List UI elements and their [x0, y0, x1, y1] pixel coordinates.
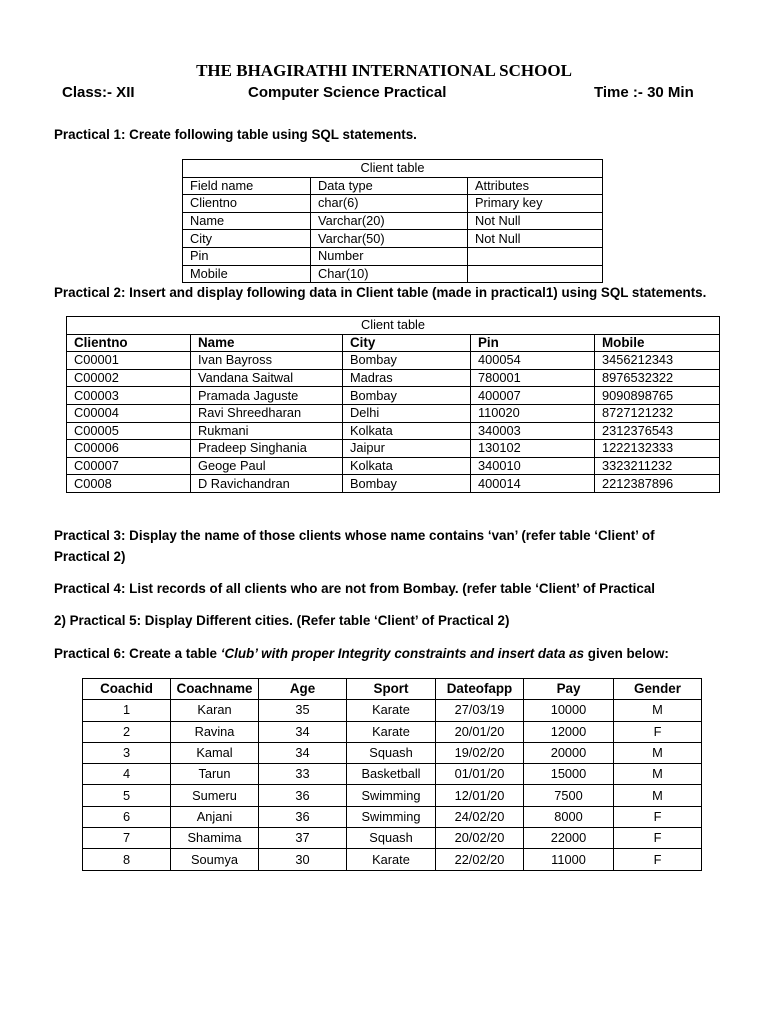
table-row: [83, 700, 702, 721]
table-row: [67, 369, 720, 387]
cell: Squash: [347, 828, 436, 849]
cell: 3323211232: [595, 457, 720, 475]
cell: 6: [83, 806, 171, 827]
cell: 15000: [524, 764, 614, 785]
cell: C00002: [67, 369, 191, 387]
cell: 01/01/20: [436, 764, 524, 785]
table-row: [67, 387, 720, 405]
table-row: [67, 352, 720, 370]
cell: Clientno: [183, 195, 311, 213]
club-table: [82, 678, 702, 871]
cell: Varchar(50): [311, 230, 468, 248]
cell: 36: [259, 806, 347, 827]
cell: 3: [83, 742, 171, 763]
cell: 27/03/19: [436, 700, 524, 721]
cell: M: [614, 764, 702, 785]
cell: 2312376543: [595, 422, 720, 440]
cell: 3456212343: [595, 352, 720, 370]
cell: Soumya: [171, 849, 259, 870]
cell: 20/02/20: [436, 828, 524, 849]
cell: 8976532322: [595, 369, 720, 387]
table-row: [83, 785, 702, 806]
column-header: Coachname: [171, 679, 259, 700]
cell: Pradeep Singhania: [191, 440, 343, 458]
school-name: THE BHAGIRATHI INTERNATIONAL SCHOOL: [196, 61, 572, 80]
column-header: Gender: [614, 679, 702, 700]
cell: 20/01/20: [436, 721, 524, 742]
table-caption: Client table: [183, 160, 603, 178]
cell: 20000: [524, 742, 614, 763]
cell: 2: [83, 721, 171, 742]
cell: Karate: [347, 849, 436, 870]
cell: 9090898765: [595, 387, 720, 405]
cell: Data type: [311, 177, 468, 195]
cell: F: [614, 828, 702, 849]
cell: Vandana Saitwal: [191, 369, 343, 387]
cell: Kolkata: [343, 422, 471, 440]
table-row: [67, 475, 720, 493]
cell: 35: [259, 700, 347, 721]
table-row: [83, 764, 702, 785]
cell: 8: [83, 849, 171, 870]
cell: Bombay: [343, 352, 471, 370]
cell: Sumeru: [171, 785, 259, 806]
cell: Mobile: [183, 265, 311, 283]
cell: Char(10): [311, 265, 468, 283]
cell: City: [183, 230, 311, 248]
cell: Karate: [347, 700, 436, 721]
cell: Not Null: [468, 230, 603, 248]
cell: 1222132333: [595, 440, 720, 458]
cell: Ravi Shreedharan: [191, 404, 343, 422]
cell: Tarun: [171, 764, 259, 785]
table-caption: Client table: [67, 317, 720, 335]
cell: M: [614, 700, 702, 721]
cell: Madras: [343, 369, 471, 387]
cell: M: [614, 785, 702, 806]
column-header: Coachid: [83, 679, 171, 700]
cell: 11000: [524, 849, 614, 870]
cell: 130102: [471, 440, 595, 458]
table-row: [67, 457, 720, 475]
cell: 22000: [524, 828, 614, 849]
cell: Basketball: [347, 764, 436, 785]
cell: Rukmani: [191, 422, 343, 440]
cell: Number: [311, 247, 468, 265]
cell: Pin: [183, 247, 311, 265]
table-row: [67, 404, 720, 422]
cell: 34: [259, 721, 347, 742]
cell: char(6): [311, 195, 468, 213]
cell: Ivan Bayross: [191, 352, 343, 370]
cell: Primary key: [468, 195, 603, 213]
cell: C00003: [67, 387, 191, 405]
cell: Geoge Paul: [191, 457, 343, 475]
column-header: Pay: [524, 679, 614, 700]
client-structure-table: [182, 159, 603, 283]
table-row: [183, 265, 603, 283]
cell: Karate: [347, 721, 436, 742]
table-row: [83, 849, 702, 870]
cell: [468, 265, 603, 283]
column-header: Sport: [347, 679, 436, 700]
table-row: [183, 177, 603, 195]
cell: [468, 247, 603, 265]
cell: 10000: [524, 700, 614, 721]
time-label: Time :- 30 Min: [594, 84, 694, 101]
practical-6-part-3: given below:: [584, 646, 669, 661]
cell: Pramada Jaguste: [191, 387, 343, 405]
cell: 400014: [471, 475, 595, 493]
cell: 400007: [471, 387, 595, 405]
table-row: [83, 828, 702, 849]
table-row: [183, 247, 603, 265]
cell: 34: [259, 742, 347, 763]
cell: 36: [259, 785, 347, 806]
table-row: [183, 230, 603, 248]
table-row: [67, 422, 720, 440]
cell: 400054: [471, 352, 595, 370]
cell: F: [614, 806, 702, 827]
cell: 4: [83, 764, 171, 785]
table-row: [83, 721, 702, 742]
cell: C00005: [67, 422, 191, 440]
cell: F: [614, 849, 702, 870]
cell: Bombay: [343, 387, 471, 405]
table-row: [83, 742, 702, 763]
cell: Karan: [171, 700, 259, 721]
cell: 12000: [524, 721, 614, 742]
practical-6-part-1: Practical 6: Create a table: [54, 646, 221, 661]
cell: 24/02/20: [436, 806, 524, 827]
cell: 340003: [471, 422, 595, 440]
cell: Name: [183, 212, 311, 230]
cell: 22/02/20: [436, 849, 524, 870]
cell: Ravina: [171, 721, 259, 742]
cell: C00004: [67, 404, 191, 422]
cell: Shamima: [171, 828, 259, 849]
table-row: [83, 806, 702, 827]
cell: 19/02/20: [436, 742, 524, 763]
cell: 7500: [524, 785, 614, 806]
column-header: Dateofapp: [436, 679, 524, 700]
cell: Field name: [183, 177, 311, 195]
cell: 37: [259, 828, 347, 849]
cell: C00007: [67, 457, 191, 475]
cell: C00001: [67, 352, 191, 370]
cell: Squash: [347, 742, 436, 763]
practical-6-part-2: ‘Club’ with proper Integrity constraints and insert data as: [220, 646, 585, 661]
cell: Kolkata: [343, 457, 471, 475]
column-header: Clientno: [67, 334, 191, 352]
cell: 5: [83, 785, 171, 806]
practical-6-text: [54, 646, 669, 661]
cell: Jaipur: [343, 440, 471, 458]
cell: 33: [259, 764, 347, 785]
column-header: Mobile: [595, 334, 720, 352]
column-header: Age: [259, 679, 347, 700]
cell: Anjani: [171, 806, 259, 827]
table-row: [183, 212, 603, 230]
cell: M: [614, 742, 702, 763]
subject-label: Computer Science Practical: [248, 84, 447, 101]
practical-1-text: Practical 1: Create following table using SQL statements.: [54, 127, 417, 142]
cell: 12/01/20: [436, 785, 524, 806]
column-header: Pin: [471, 334, 595, 352]
practical-3-line-1: Practical 3: Display the name of those clients whose name contains ‘van’ (refer table ‘Client’ of: [54, 528, 655, 543]
cell: Bombay: [343, 475, 471, 493]
cell: Attributes: [468, 177, 603, 195]
practical-5-text: 2) Practical 5: Display Different cities. (Refer table ‘Client’ of Practical 2): [54, 613, 510, 628]
cell: F: [614, 721, 702, 742]
cell: Not Null: [468, 212, 603, 230]
cell: Swimming: [347, 806, 436, 827]
cell: 8000: [524, 806, 614, 827]
table-row: [183, 195, 603, 213]
cell: 2212387896: [595, 475, 720, 493]
cell: C00006: [67, 440, 191, 458]
cell: 7: [83, 828, 171, 849]
practical-3-line-2: Practical 2): [54, 549, 126, 564]
cell: 340010: [471, 457, 595, 475]
cell: 780001: [471, 369, 595, 387]
practical-2-text: Practical 2: Insert and display following data in Client table (made in practical1) using SQL statements.: [54, 285, 707, 300]
cell: Kamal: [171, 742, 259, 763]
class-label: Class:- XII: [62, 84, 135, 101]
cell: D Ravichandran: [191, 475, 343, 493]
cell: 110020: [471, 404, 595, 422]
column-header: City: [343, 334, 471, 352]
cell: Delhi: [343, 404, 471, 422]
table-row: [67, 440, 720, 458]
cell: C0008: [67, 475, 191, 493]
column-header: Name: [191, 334, 343, 352]
cell: Swimming: [347, 785, 436, 806]
cell: Varchar(20): [311, 212, 468, 230]
cell: 1: [83, 700, 171, 721]
practical-4-text: Practical 4: List records of all clients who are not from Bombay. (refer table ‘Client’ of Practical: [54, 581, 656, 596]
cell: 8727121232: [595, 404, 720, 422]
client-data-table: [66, 316, 720, 493]
cell: 30: [259, 849, 347, 870]
